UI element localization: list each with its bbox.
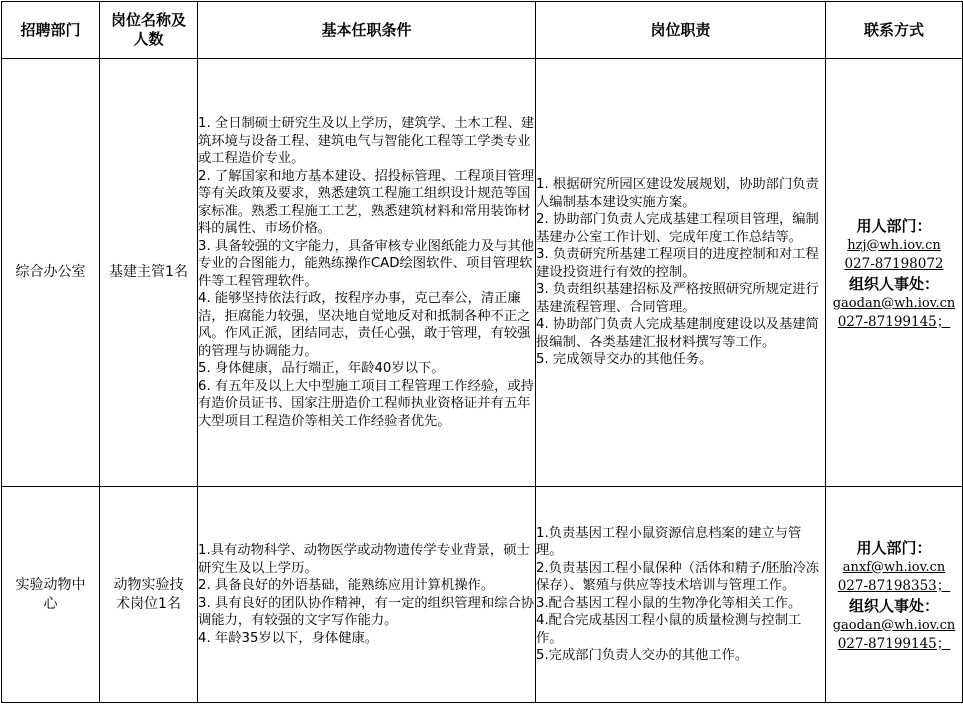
condition-item: 2. 具备良好的外语基础，能熟练应用计算机操作。	[198, 578, 495, 593]
hr-phone: 027-87199145；	[837, 313, 951, 330]
hr-email-link[interactable]: gaodan@wh.iov.cn	[832, 295, 956, 311]
conditions-cell	[198, 59, 536, 487]
employer-email-link[interactable]: anxf@wh.iov.cn	[842, 559, 946, 575]
employer-phone: 027-87198353；	[837, 577, 951, 594]
recruitment-table	[1, 1, 963, 703]
duty-item: 4.配合完成基因工程小鼠的质量检测与控制工作。	[536, 613, 802, 646]
employer-phone: 027-87198072	[844, 255, 944, 272]
header-dept: 招聘部门	[2, 2, 100, 59]
condition-item: 6. 有五年及以上大中型施工项目工程管理工作经验，或持有造价员证书、国家注册造价工程师执业资格证并有五年大型项目工程造价等相关工作经验者优先。	[198, 378, 535, 429]
header-row	[2, 2, 963, 59]
employer-label: 用人部门：	[856, 216, 932, 235]
dept-cell	[2, 487, 100, 703]
condition-item: 1.具有动物科学、动物医学或动物遗传学专业背景，硕士研究生及以上学历。	[198, 543, 530, 576]
duties-cell	[536, 487, 826, 703]
position-cell	[100, 487, 198, 703]
table-row	[2, 59, 963, 487]
position-text: 动物实验技术岗位1名	[113, 576, 184, 612]
dept-text: 实验动物中心	[15, 576, 86, 612]
duty-item: 4. 协助部门负责人完成基建制度建设以及基建简报编制、各类基建汇报材料撰写等工作。	[536, 317, 819, 350]
position-cell: 基建主管1名	[100, 59, 198, 487]
hr-label: 组织人事处：	[848, 274, 939, 293]
duty-item: 5.完成部门负责人交办的其他工作。	[536, 648, 749, 663]
condition-item: 4. 年龄35岁以下，身体健康。	[198, 630, 379, 646]
contact-cell	[826, 59, 963, 487]
condition-item: 2. 了解国家和地方基本建设、招投标管理、工程项目管理等有关政策及要求，熟悉建筑工程施工组织设计规范等国家标准。熟悉工程施工工艺，熟悉建筑材料和常用装饰材料的属性、市场价格。	[198, 168, 535, 236]
conditions-cell	[198, 487, 536, 703]
condition-item: 1. 全日制硕士研究生及以上学历，建筑学、土木工程、建筑环境与设备工程、建筑电气与智能化工程等工学类专业或工程造价专业。	[198, 116, 535, 166]
duty-item: 3. 负责研究所基建工程项目的进度控制和对工程建设投资进行有效的控制。	[536, 247, 819, 280]
condition-item: 4. 能够坚持依法行政，按程序办事，克己奉公，清正廉洁，拒腐能力较强，坚决地自觉地反对和抵制各种不正之风。作风正派，团结同志，责任心强，敢于管理，有较强的管理与协调能力。	[198, 291, 531, 359]
duty-item: 2. 协助部门负责人完成基建工程项目管理，编制基建办公室工作计划、完成年度工作总结等。	[536, 212, 819, 245]
hr-phone: 027-87199145；	[837, 635, 951, 652]
duty-item: 3. 负责组织基建招标及严格按照研究所规定进行基建流程管理、合同管理。	[536, 282, 819, 315]
employer-email-link[interactable]: hzj@wh.iov.cn	[847, 237, 941, 253]
hr-email-link[interactable]: gaodan@wh.iov.cn	[832, 617, 956, 633]
duty-item: 5. 完成领导交办的其他任务。	[536, 352, 713, 368]
contact-cell	[826, 487, 963, 703]
duties-cell	[536, 59, 826, 487]
header-conditions: 基本任职条件	[198, 2, 536, 59]
duty-item: 1. 根据研究所园区建设发展规划，协助部门负责人编制基本建设实施方案。	[536, 177, 819, 210]
header-position	[100, 2, 198, 59]
condition-item: 3. 具有良好的团队协作精神，有一定的组织管理和综合协调能力，有较强的文字写作能力。	[198, 595, 535, 628]
condition-item: 3. 具备较强的文字能力，具备审核专业图纸能力及与其他专业的合图能力，能熟练操作CAD绘图软件、项目管理软件等工程管理软件。	[198, 238, 535, 289]
duty-item: 1.负责基因工程小鼠资源信息档案的建立与管理。	[536, 525, 802, 558]
duty-item: 2.负责基因工程小鼠保种（活体和精子/胚胎冷冻保存）、繁殖与供应等技术培训与管理工作。	[536, 560, 820, 593]
dept-cell: 综合办公室	[2, 59, 100, 487]
table-row	[2, 487, 963, 703]
hr-label: 组织人事处：	[848, 596, 939, 615]
header-duties: 岗位职责	[536, 2, 826, 59]
employer-label: 用人部门：	[856, 538, 932, 557]
duty-item: 3.配合基因工程小鼠的生物净化等相关工作。	[536, 595, 802, 611]
condition-item: 5. 身体健康，品行端正，年龄40岁以下。	[198, 361, 445, 376]
header-contact: 联系方式	[826, 2, 963, 59]
header-position-text: 岗位名称及人数	[110, 11, 186, 48]
